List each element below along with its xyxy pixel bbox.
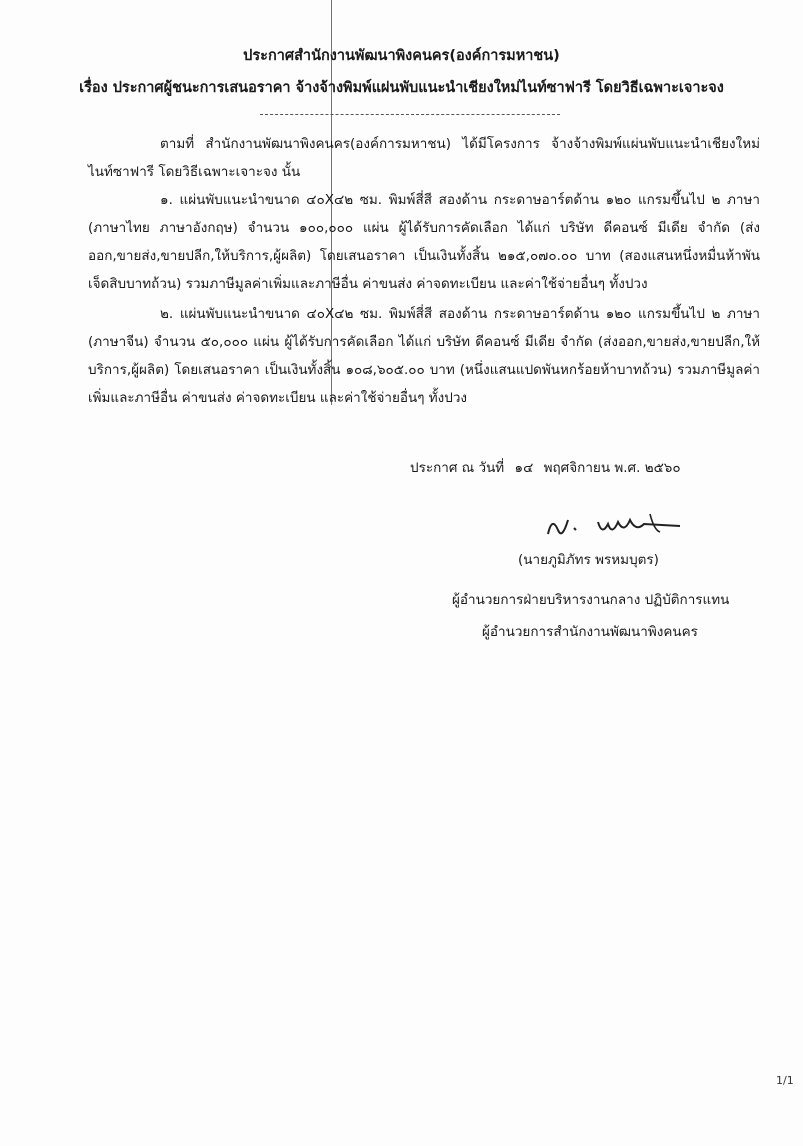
page-number: 1/1: [776, 1074, 794, 1087]
item-2-text: ๒. แผ่นพับแนะนำขนาด ๔๐X๔๒ ซม. พิมพ์สี่สี สองด้าน กระดาษอาร์ตด้าน ๑๒๐ แกรมขึ้นไป ๒ ภาษา (ภาษาจีน) จำนวน ๕๐,๐๐๐ แผ่น ผู้ได้รับการคัดเลือก ได้แก่ บริษัท ดีคอนซ์ มีเดีย จำกัด (ส่งออก,ขายส่ง,ขายปลีก,ให้บริการ,ผู้ผลิต) โดยเสนอราคา เป็นเงินทั้งสิ้น ๑๐๘,๖๐๕.๐๐ บาท (หนึ่งแสนแปดพันหกร้อยห้าบาทถ้วน) รวมภาษีมูลค่าเพิ่มและภาษีอื่น ค่าขนส่ง ค่าจดทะเบียน และค่าใช้จ่ายอื่นๆ ทั้งปวง: [88, 306, 760, 406]
item-1-text: ๑. แผ่นพับแนะนำขนาด ๔๐X๔๒ ซม. พิมพ์สี่สี สองด้าน กระดาษอาร์ตด้าน ๑๒๐ แกรมขึ้นไป ๒ ภาษา (ภาษาไทย ภาษาอังกฤษ) จำนวน ๑๐๐,๐๐๐ แผ่น ผู้ได้รับการคัดเลือก ได้แก่ บริษัท ดีคอนซ์ มีเดีย จำกัด (ส่งออก,ขายส่ง,ขายปลีก,ให้บริการ,ผู้ผลิต) โดยเสนอราคา เป็นเงินทั้งสิ้น ๒๑๕,๐๗๐.๐๐ บาท (สองแสนหนึ่งหมื่นห้าพันเจ็ดสิบบาทถ้วน) รวมภาษีมูลค่าเพิ่มและภาษีอื่น ค่าขนส่ง ค่าจดทะเบียน และค่าใช้จ่ายอื่นๆ ทั้งปวง: [88, 192, 760, 292]
signer-position-2: ผู้อำนวยการสำนักงานพัฒนาพิงคนคร: [482, 624, 698, 640]
document-title: ประกาศสำนักงานพัฒนาพิงคนคร(องค์การมหาชน): [243, 48, 560, 64]
announce-month-year: พฤศจิกายน พ.ศ. ๒๕๖๐: [543, 460, 681, 476]
intro-paragraph: [88, 130, 760, 186]
announce-day: ๑๔: [514, 460, 534, 476]
item-1-paragraph: [88, 186, 760, 298]
announce-prefix: ประกาศ ณ วันที่: [410, 460, 505, 476]
signature-scribble: [540, 506, 690, 548]
divider: [260, 114, 560, 115]
intro-text: ตามที่ สำนักงานพัฒนาพิงคนคร(องค์การมหาชน) ได้มีโครงการ จ้างจ้างพิมพ์แผ่นพับแนะนำเชียงใหม่ไนท์ซาฟารี โดยวิธีเฉพาะเจาะจง นั้น: [88, 136, 760, 180]
document-subject: เรื่อง ประกาศผู้ชนะการเสนอราคา จ้างจ้างพิมพ์แผ่นพับแนะนำเชียงใหม่ไนท์ซาฟารี โดยวิธีเฉพาะเจาะจง: [79, 80, 724, 96]
signer-name: (นายภูมิภัทร พรหมบุตร): [518, 552, 659, 568]
item-2-paragraph: [88, 300, 760, 412]
announcement-date: [410, 456, 687, 478]
signer-position-1: ผู้อำนวยการฝ่ายบริหารงานกลาง ปฏิบัติการแทน: [452, 592, 730, 608]
